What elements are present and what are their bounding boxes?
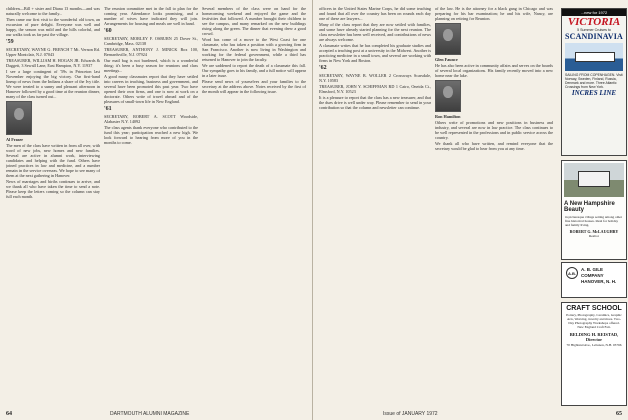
ad-title: A New Hampshire Beauty: [564, 201, 615, 213]
ad-destination: SCANDINAVIA: [564, 32, 624, 41]
class-heading: '59: [6, 39, 14, 45]
ad-title: CRAFT SCHOOL: [566, 305, 622, 312]
ad-brand: VICTORIA: [567, 16, 621, 28]
class-heading: '62: [319, 65, 327, 71]
ad-header: ...new for 1972: [562, 9, 626, 16]
class-heading: '61: [104, 106, 112, 112]
filler-text: We thank all who have written, and remind everyone that the secretary would be glad to hear from you at any time.: [435, 141, 553, 151]
company-name: A. B. GILE COMPANY: [581, 267, 604, 278]
company-info: [581, 267, 626, 285]
class-secretary: SECRETARY, WAYNE B. WOLLER 2 Crossways Scarsdale, N.Y. 10583: [319, 73, 431, 83]
new-hampshire-house-ad[interactable]: [561, 160, 627, 260]
ad-contact: BELDING H. REISTAD, Director: [569, 332, 619, 342]
right-column-2: [435, 6, 553, 406]
filler-text: News of marriages and births continues to arrive, and we thank all who have taken the time to send a note. Please keep the letters coming so the column can stay full each month.: [6, 179, 100, 199]
class-heading: '60: [104, 28, 112, 34]
column-body: I see a large contingent of '59s in Princeton last November enjoying the big victory. Our first-hand lineup of news from the Indians a share of the Ivy title. We were treated to a sunny and pleasant afternoon in Hanover followed by a good time at the reunion dinner, many of the class turned out...: [6, 69, 100, 99]
left-column-2: [104, 6, 198, 406]
filler-text: We are saddened to report the death of a classmate this fall. Our sympathy goes to his family, and a full notice will appear in a later issue.: [202, 63, 306, 78]
page-number: 64: [6, 411, 12, 417]
column-body: Our mail bag is not burdened, which is a wonderful thing; it's been a busy season for reunions and class meetings...: [104, 58, 198, 73]
filler-text: Several members of the class were on hand for the homecoming weekend and enjoyed the game and the festivities that followed. A number brought their children to see the campus, and many remarked on the new buildings rising along the green. The dinner that evening drew a good crowd.: [202, 6, 306, 36]
photo-caption: Al Fraser: [6, 137, 24, 142]
class-treasurer: TREASURER, WILLIAM H. HOGAN JR. Edwards & Daggett, 3 Sewall Lane, East Hampton, N.Y. 11937: [6, 58, 100, 68]
filler-text: The men of the class have written in from all over, with word of new jobs, new homes and new families. Several are active in alumni work, interviewing candidates and helping with the fund. Others have joined practices in law and medicine, and a number remain in the service overseas. We hope to see many of them at the next gathering in Hanover.: [6, 143, 100, 178]
page-footer: DARTMOUTH ALUMNI MAGAZINE: [110, 411, 190, 417]
right-page: [312, 0, 628, 420]
class-secretary: SECRETARY, ROBERT A. SCOTT Woodside, Alabaster N.Y. 14092: [104, 114, 198, 124]
page-number: 65: [616, 411, 622, 417]
class-secretary: SECRETARY, MORLEY F. OSBURN 25 Dover St., Cambridge, Mass. 02138: [104, 36, 198, 46]
ad-signer-title: Realtor: [589, 234, 599, 238]
ad-body: SAILING FROM COPENHAGEN. Visit Norway, Sweden, Finland, Russia, Denmark and more. Three Atlantic Crossings from New York.: [565, 73, 623, 89]
class-treasurer: TREASURER, ANTHONY J. MINICK Box 100, Bernardsville, N.J. 07924: [104, 47, 198, 57]
victoria-cruise-ad[interactable]: [561, 8, 627, 156]
ad-tagline: 5 Summer Cruises to: [577, 28, 611, 32]
class-treasurer: TREASURER, JOHN Y. SCHIFFMAN RD 1 Cairo, Oneida Ct., Elmsford, N.Y. 10523: [319, 84, 431, 94]
filler-text: Many of the class report that they are now settled with families, and some have already started planning for the next reunion. The class newsletter has been well received, and contributions of news are always welcome.: [319, 22, 431, 42]
left-page: [0, 0, 312, 420]
craft-school-ad[interactable]: [561, 302, 627, 406]
ad-signer: ROBERT G. McLAUGHRY: [569, 229, 619, 234]
filler-text: Others write of promotions and new positions in business and industry, and several are now in law practice. The class continues to be well represented in the professions and in public service across the country.: [435, 120, 553, 140]
page-footer: Issue of JANUARY 1972: [383, 411, 438, 417]
ad-address: 70 Highland Ave., Lebanon, N.H. 03766: [566, 343, 622, 347]
column-body: of the law. He is the attorney for a black gang in Chicago and was preparing for his bar examination; he and his wife, Nancy, are planning on retiring for Reunion.: [435, 6, 553, 21]
ad-body: Pottery, Photography, Ceramics, Graphic Arts, Weaving, Jewelry and more. Two-Day Photography Workshops offered. New England Craft Fair.: [566, 313, 622, 329]
right-column-1: [319, 6, 431, 406]
filler-text: A classmate writes that he has completed his graduate studies and accepted a teaching post at a university in the Midwest. Another is practicing medicine in a small town, and several are working with firms in New York and Boston.: [319, 43, 431, 63]
house-image: [564, 163, 624, 197]
filler-text: The reunion committee met in the fall to plan for the coming year. Attendance looks promising, and a number of wives have indicated they will join. Arrangements for housing and meals are well in hand.: [104, 6, 198, 26]
photo-caption: Ron Hamilton: [435, 114, 461, 119]
portrait-photo: [6, 101, 32, 135]
filler-text: A good many classmates report that they have settled into careers in teaching, business and government, and several have been promoted this past year. Two have opened their own firms, and one is now at work on a doctorate. Others write of travel abroad and of the pleasures of small-town life in New England.: [104, 74, 198, 104]
left-column-3: [202, 6, 306, 406]
company-location: HANOVER, N. H.: [581, 279, 617, 284]
filler-text: The class agents thank everyone who contributed to the fund this year; participation reached a new high. We look forward to hearing from more of you in the months to come.: [104, 125, 198, 145]
portrait-photo: [435, 80, 461, 112]
ship-image: [565, 43, 623, 71]
filler-text: Word has come of a move to the West Coast for one classmate, who has taken a position with a growing firm in San Francisco. Another is now living in Washington and working for the federal government, while a third has returned to Hanover to join the faculty.: [202, 37, 306, 62]
column-body: officers in the United States Marine Corps, he did some teaching and found that all over the country has been on rounds each day one of these are lawyers...: [319, 6, 431, 21]
left-column-1: [6, 6, 100, 406]
ab-gile-company-ad[interactable]: [561, 262, 627, 298]
column-text: children—Bill + sister and Diana 13 months—and was naturally welcome to the family...: [6, 6, 100, 16]
class-secretary: SECRETARY, WAYNE G. FRENCH 7 Mt. Vernon Rd. Upper Montclair, N.J. 07043: [6, 47, 100, 57]
filler-text: He has also been active in community affairs and serves on the boards of several local organizations. His family recently moved into a new home near the lake.: [435, 63, 553, 78]
company-logo: A.B.: [566, 267, 578, 279]
filler-text: It is a pleasure to report that the class has a new treasurer, and that the dues drive is well under way. Please remember to send in your contribution so that the column and newsletter can continue.: [319, 95, 431, 110]
filler-text: Then came our first visit to the wonderful old town, an excursion of pure delight. Everyone was well and happy, the season was mild and the hills colorful, and our walks took us far past the village.: [6, 17, 100, 37]
filler-text: Please send news of yourselves and your families to the secretary at the address above. Notes received by the first of the month will appear in the following issue.: [202, 79, 306, 94]
ad-body: in picturesque village setting among other fine historical houses. Ideal for holiday and family living.: [565, 215, 622, 227]
portrait-photo: [435, 23, 461, 55]
ad-line-brand: INCRES LINE: [571, 89, 617, 97]
photo-caption: Glen Faunce: [435, 57, 458, 62]
